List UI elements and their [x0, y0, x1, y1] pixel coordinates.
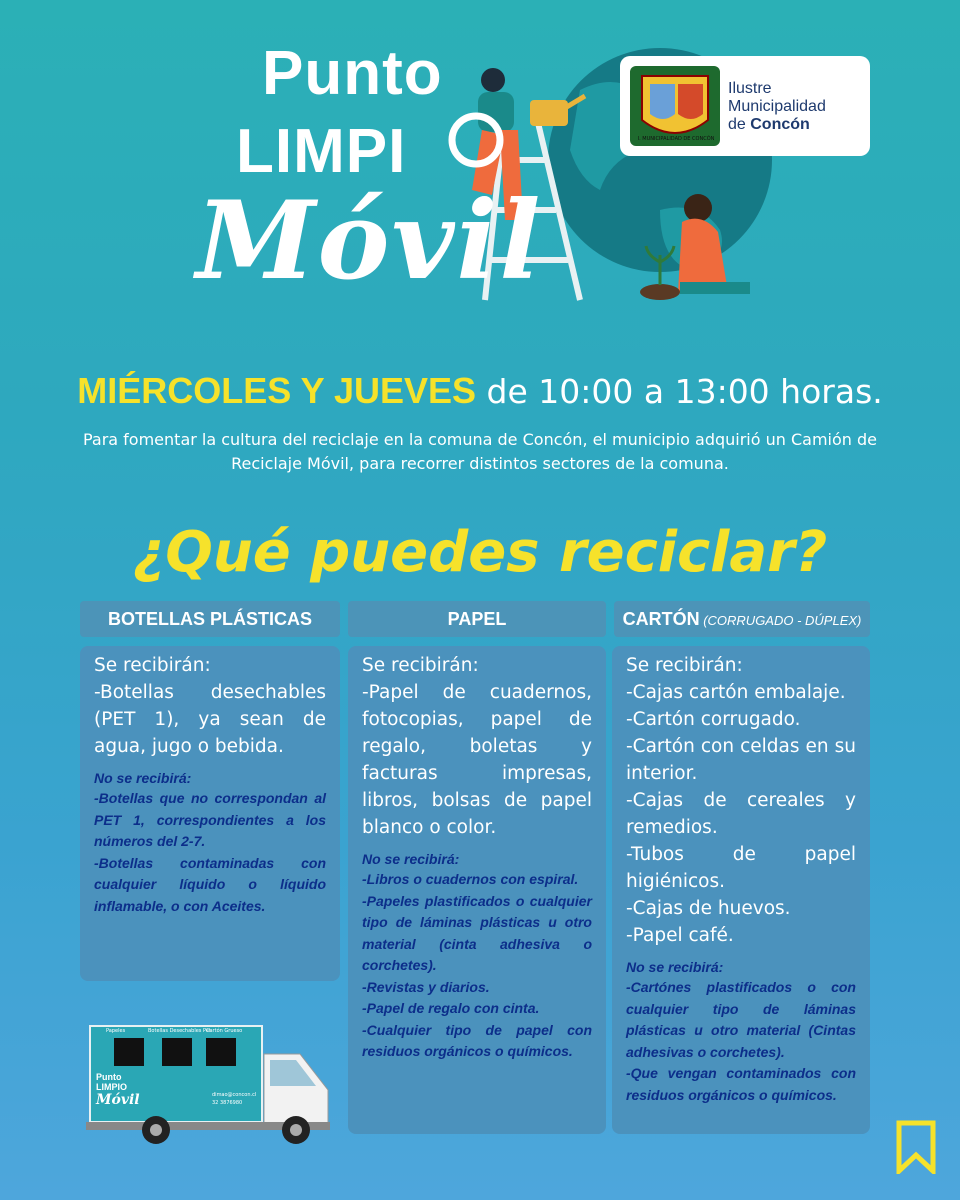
- title-movil: Móvil: [196, 178, 543, 304]
- schedule-line: [0, 370, 960, 412]
- title-punto: Punto: [262, 39, 443, 108]
- title-limpi: LIMPI: [236, 117, 407, 186]
- column-botellas: [80, 646, 340, 981]
- recycling-truck: [86, 1022, 336, 1148]
- schedule-hours: de 10:00 a 13:00 horas.: [476, 372, 883, 411]
- crest-caption: I. MUNICIPALIDAD DE CONCÓN: [637, 136, 715, 142]
- section-heading: ¿Qué puedes reciclar?: [132, 520, 828, 585]
- rejected-title: No se recibirá:: [626, 959, 724, 975]
- column-header-papel: PAPEL: [348, 601, 606, 637]
- logo-line-1: Ilustre: [728, 80, 772, 97]
- rejected-title: No se recibirá:: [94, 770, 192, 786]
- accepted-list: Se recibirán: -Botellas desechables (PET 1), ya sean de agua, jugo o bebida.: [94, 655, 326, 757]
- column-header-botellas: BOTELLAS PLÁSTICAS: [80, 601, 340, 637]
- rejected-title: No se recibirá:: [362, 851, 460, 867]
- column-papel: [348, 646, 606, 1134]
- truck-email: dimao@concon.cl: [212, 1092, 257, 1098]
- program-description: Para fomentar la cultura del reciclaje en la comuna de Concón, el municipio adquirió un Camión de Reciclaje Móvil, para recorrer distintos sectores de la comuna.: [82, 430, 878, 473]
- accepted-list: Se recibirán: -Cajas cartón embalaje. -Cartón corrugado. -Cartón con celdas en su interior. -Cajas de cereales y remedios. -Tubos de papel higiénicos. -Cajas de huevos. -Papel café.: [626, 655, 856, 946]
- rejected-list: -Cartónes plastificados o con cualquier tipo de láminas plásticas u otro material (Cintas adhesivas o corchetes). -Que vengan contaminados con residuos orgánicos o químicos.: [626, 979, 856, 1103]
- accepted-list: Se recibirán: -Papel de cuadernos, fotocopias, papel de regalo, boletas y facturas impresas, libros, bolsas de papel blanco o color.: [362, 655, 592, 838]
- truck-brand: Punto LIMPIO Móvil: [96, 1072, 140, 1108]
- bookmark-icon[interactable]: [896, 1120, 936, 1174]
- column-carton: [612, 646, 870, 1134]
- hero-banner: [0, 0, 960, 360]
- truck-phone: 32 3876980: [212, 1100, 243, 1106]
- rejected-list: -Libros o cuadernos con espiral. -Papeles plastificados o cualquier tipo de láminas plásticas u otro material (cinta adhesiva o corchetes). -Revistas y diarios. -Papel de regalo con cinta. -Cualquier tipo de papel con residuos orgánicos o químicos.: [362, 871, 592, 1059]
- rejected-list: -Botellas que no correspondan al PET 1, correspondientes a los números del 2-7. -Botellas contaminadas con cualquier líquido o líquido inflamable, o con Aceites.: [94, 790, 326, 914]
- truck-label-botellas: Botellas Desechables Pet: [148, 1028, 211, 1034]
- schedule-days: MIÉRCOLES Y JUEVES: [77, 370, 477, 411]
- logo-line-3: de Concón: [728, 116, 810, 133]
- truck-label-carton: Cartón Grueso: [206, 1028, 243, 1034]
- municipality-logo: [620, 56, 870, 156]
- logo-line-2: Municipalidad: [728, 98, 826, 115]
- truck-label-papeles: Papeles: [106, 1028, 126, 1034]
- column-header-carton: CARTÓN (CORRUGADO - DÚPLEX): [614, 601, 870, 637]
